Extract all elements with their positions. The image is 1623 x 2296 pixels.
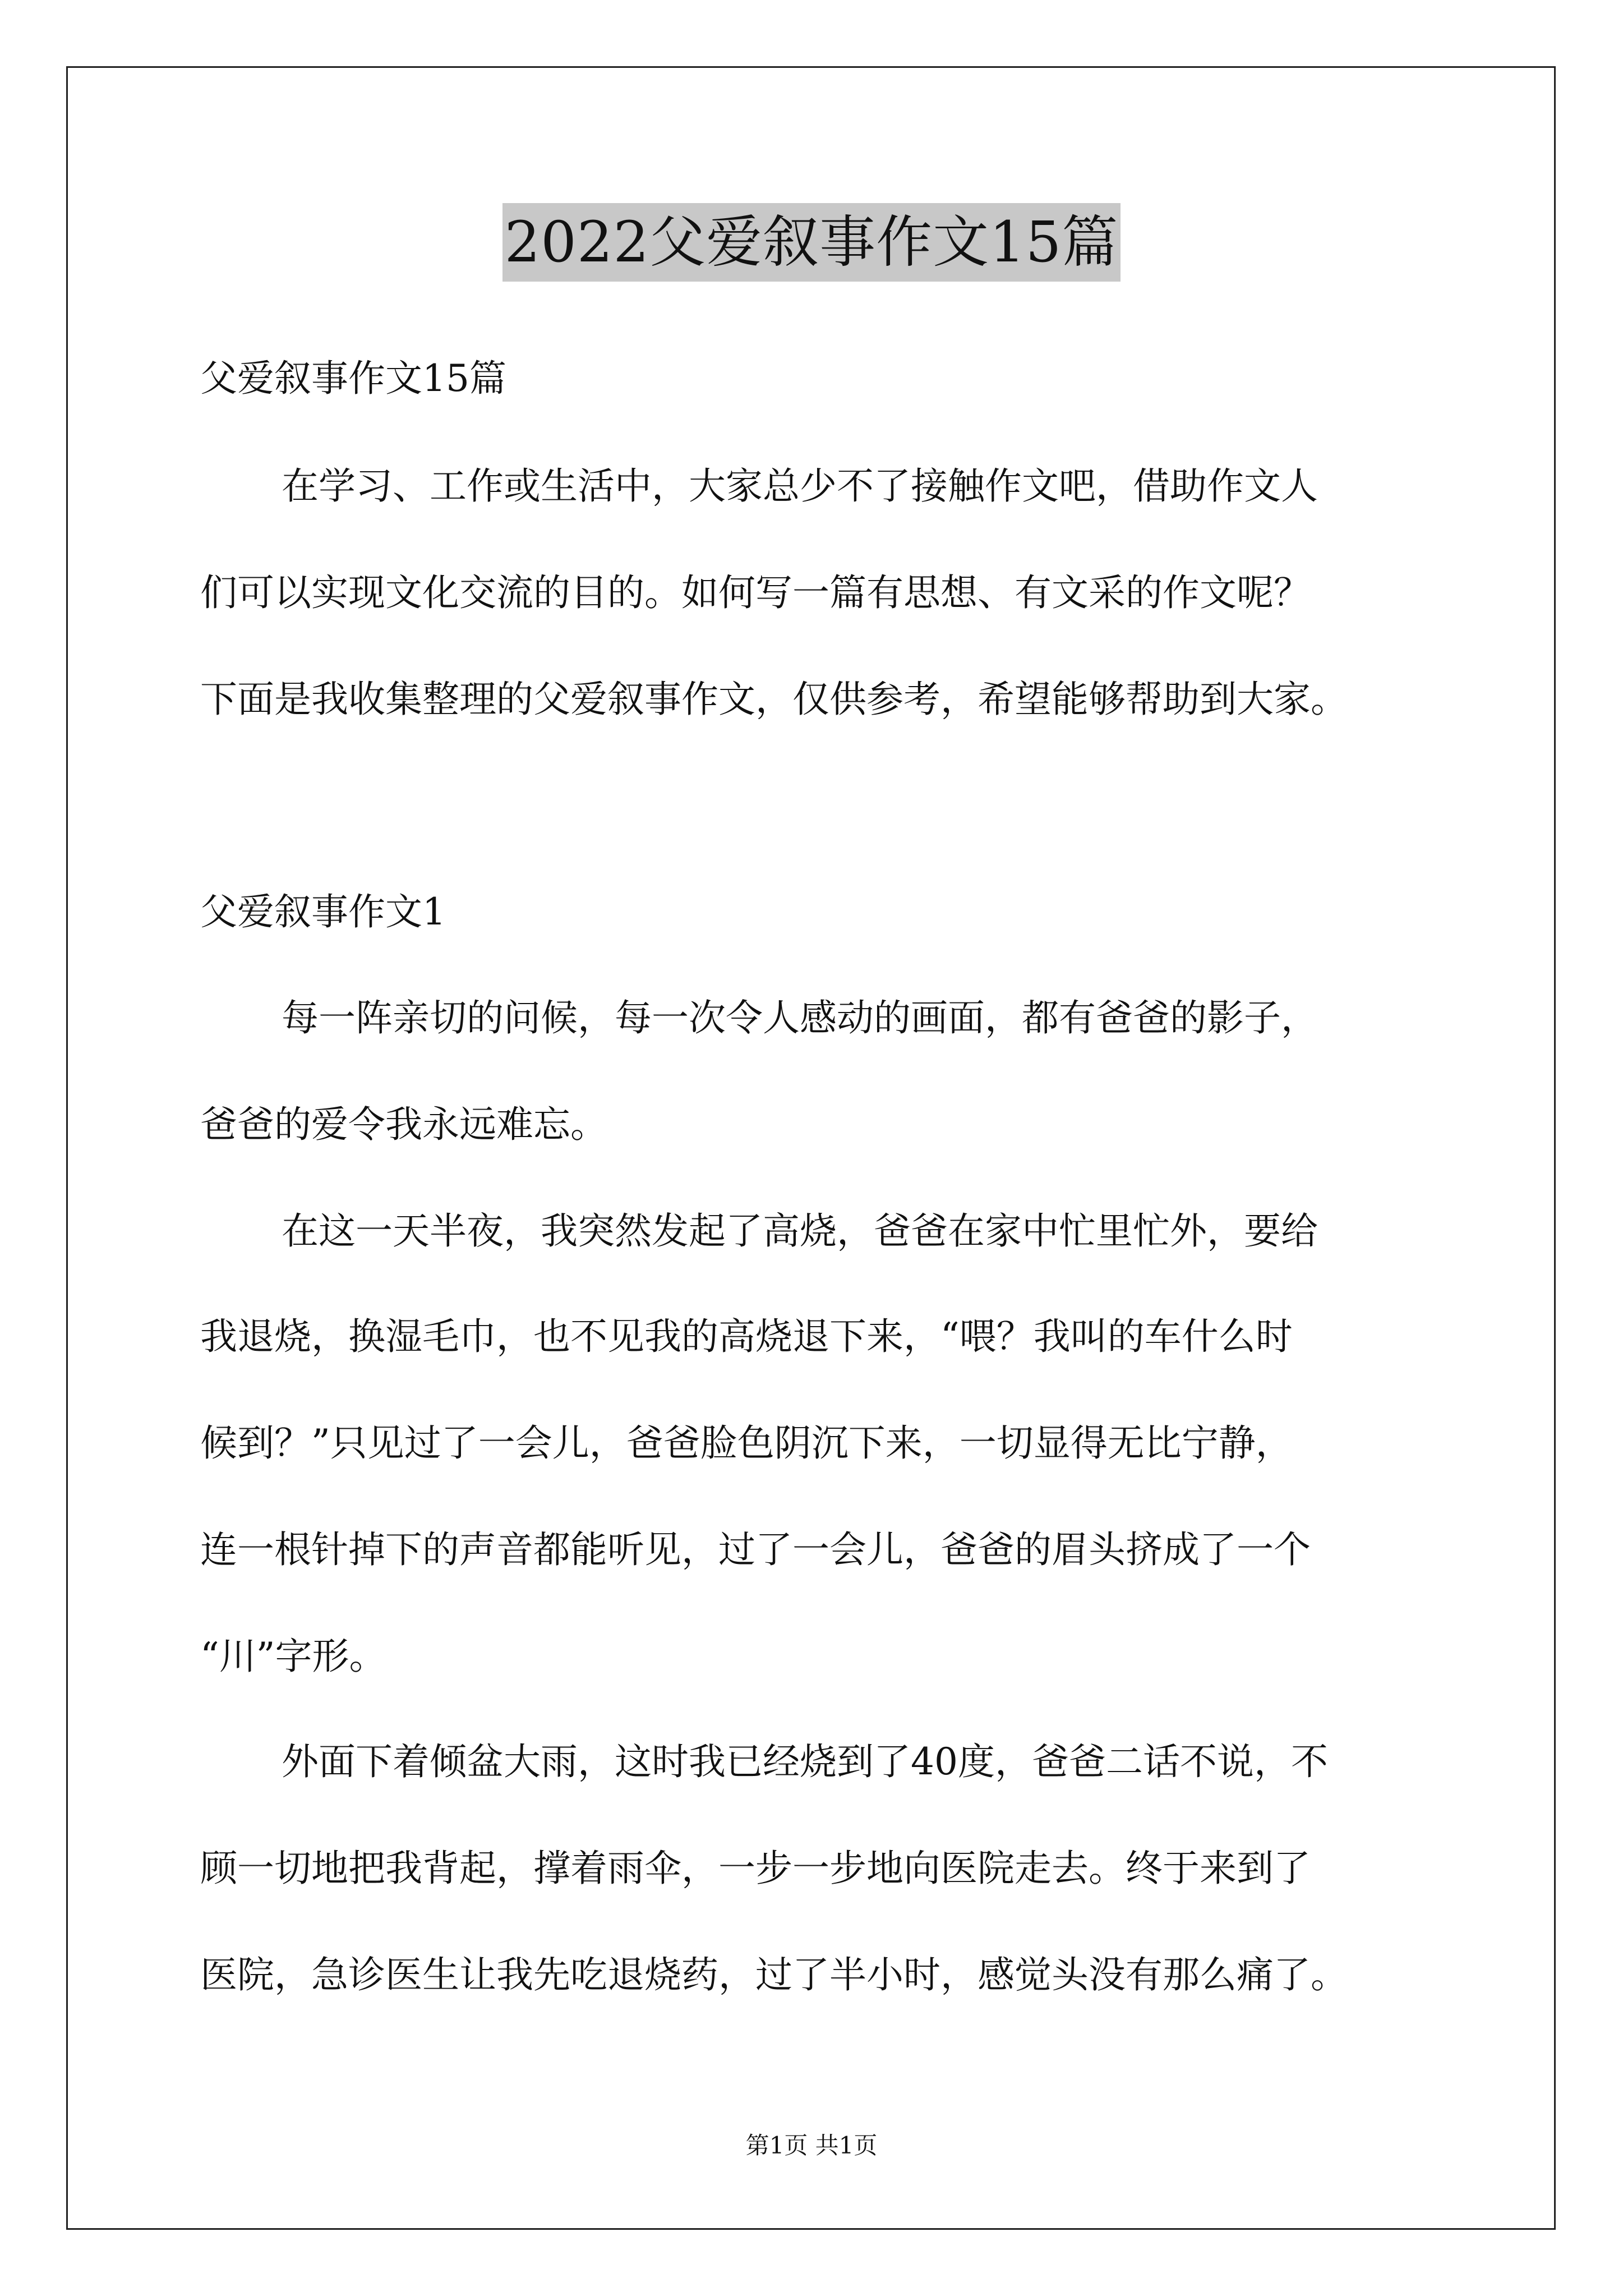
document-title: 2022父爱叙事作文15篇	[502, 203, 1121, 282]
section-heading: 父爱叙事作文1	[200, 890, 446, 933]
document-subtitle: 父爱叙事作文15篇	[200, 357, 506, 400]
body-line-1: 每一阵亲切的问候，每一次令人感动的画面，都有爸爸的影子，	[282, 996, 1318, 1039]
intro-line-3: 下面是我收集整理的父爱叙事作文，仅供参考，希望能够帮助到大家。	[200, 678, 1348, 721]
intro-line-1: 在学习、工作或生活中，大家总少不了接触作文吧，借助作文人	[282, 464, 1318, 508]
body-line-6: 连一根针掉下的声音都能听见，过了一会儿，爸爸的眉头挤成了一个	[200, 1528, 1311, 1571]
body-line-4: 我退烧，换湿毛巾，也不见我的高烧退下来，“喂？我叫的车什么时	[200, 1315, 1293, 1358]
title-container	[0, 203, 1623, 282]
body-line-10: 医院，急诊医生让我先吃退烧药，过了半小时，感觉头没有那么痛了。	[200, 1953, 1348, 1996]
page-footer: 第1页 共1页	[745, 2132, 878, 2159]
body-line-7: “川”字形。	[200, 1635, 386, 1678]
body-line-3: 在这一天半夜，我突然发起了高烧，爸爸在家中忙里忙外，要给	[282, 1209, 1318, 1253]
body-line-8: 外面下着倾盆大雨，这时我已经烧到了40度，爸爸二话不说，不	[282, 1740, 1328, 1783]
body-line-9: 顾一切地把我背起，撑着雨伞，一步一步地向医院走去。终于来到了	[200, 1847, 1311, 1890]
intro-line-2: 们可以实现文化交流的目的。如何写一篇有思想、有文采的作文呢？	[200, 571, 1311, 614]
body-line-2: 爸爸的爱令我永远难忘。	[200, 1103, 607, 1146]
body-line-5: 候到？”只见过了一会儿，爸爸脸色阴沉下来，一切显得无比宁静，	[200, 1421, 1293, 1465]
